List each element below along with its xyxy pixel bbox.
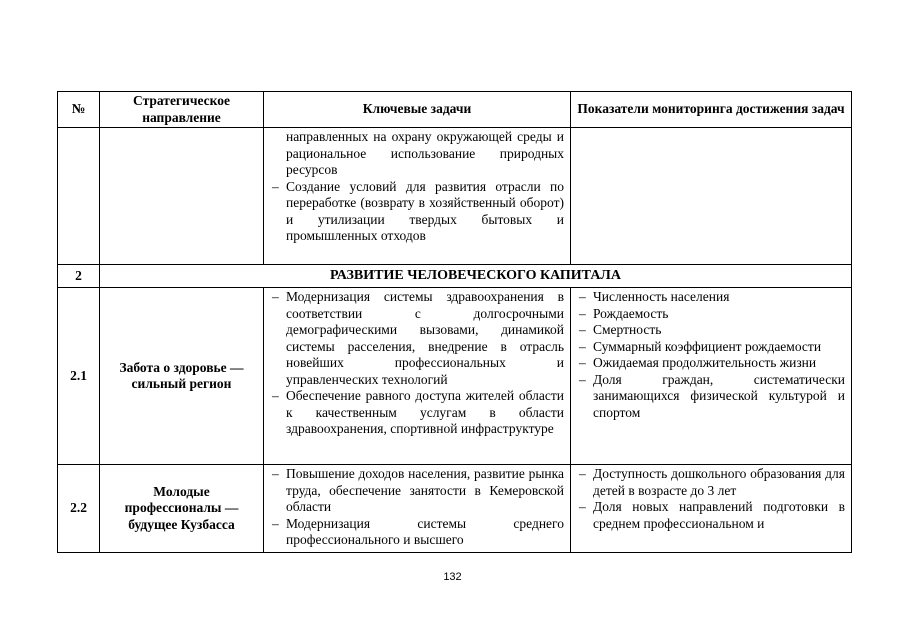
page-number: 132	[443, 571, 462, 583]
row-direction: Забота о здоровье — сильный регион	[100, 288, 264, 465]
list-item: – Смертность	[577, 322, 845, 339]
list-item: – Повышение доходов населения, развитие рынка труда, обеспечение занятости в Кемеровской области	[270, 466, 564, 516]
row-num: 2.2	[58, 465, 100, 553]
header-direction: Стратегическое направление	[100, 92, 264, 128]
header-indicators: Показатели мониторинга достижения задач	[571, 92, 852, 128]
header-tasks: Ключевые задачи	[264, 92, 571, 128]
list-item: – Доступность дошкольного образования для детей в возрасте до 3 лет	[577, 466, 845, 499]
table-row	[58, 465, 852, 553]
table-header-row	[58, 92, 852, 128]
section-row	[58, 265, 852, 288]
row-tasks	[264, 288, 571, 465]
list-item: – Ожидаемая продолжительность жизни	[577, 355, 845, 372]
list-item: – Рождаемость	[577, 306, 845, 323]
table-row-continued	[58, 128, 852, 265]
row-direction: Молодые профессионалы — будущее Кузбасса	[100, 465, 264, 553]
row-num: 2.1	[58, 288, 100, 465]
cont-tasks-cell	[264, 128, 571, 265]
strategy-table	[57, 91, 852, 553]
list-item: – Создание условий для развития отрасли по переработке (возврату в хозяйственный оборот) и утилизации твердых бытовых и промышленных отходов	[270, 179, 564, 245]
section-num: 2	[58, 265, 100, 288]
list-item: – Обеспечение равного доступа жителей области к качественным услугам в области здравоохранения, спортивной инфраструктуре	[270, 388, 564, 438]
table-row	[58, 288, 852, 465]
cont-direction-cell	[100, 128, 264, 265]
row-indicators	[571, 465, 852, 553]
list-item: – Численность населения	[577, 289, 845, 306]
list-item: – Доля новых направлений подготовки в среднем профессиональном и	[577, 499, 845, 532]
cont-indicators-cell	[571, 128, 852, 265]
list-item: направленных на охрану окружающей среды и рациональное использование природных ресурсов	[286, 129, 564, 177]
row-tasks	[264, 465, 571, 553]
list-item: – Доля граждан, систематически занимающихся физической культурой и спортом	[577, 372, 845, 422]
row-indicators	[571, 288, 852, 465]
list-item: – Суммарный коэффициент рождаемости	[577, 339, 845, 356]
cont-num-cell	[58, 128, 100, 265]
list-item: – Модернизация системы среднего профессионального и высшего	[270, 516, 564, 549]
list-item: – Модернизация системы здравоохранения в соответствии с долгосрочными демографическими вызовами, динамикой системы расселения, внедрение в отрасль новейших профессиональных и управленческих технологий	[270, 289, 564, 388]
section-title: РАЗВИТИЕ ЧЕЛОВЕЧЕСКОГО КАПИТАЛА	[100, 265, 852, 288]
header-num: №	[58, 92, 100, 128]
